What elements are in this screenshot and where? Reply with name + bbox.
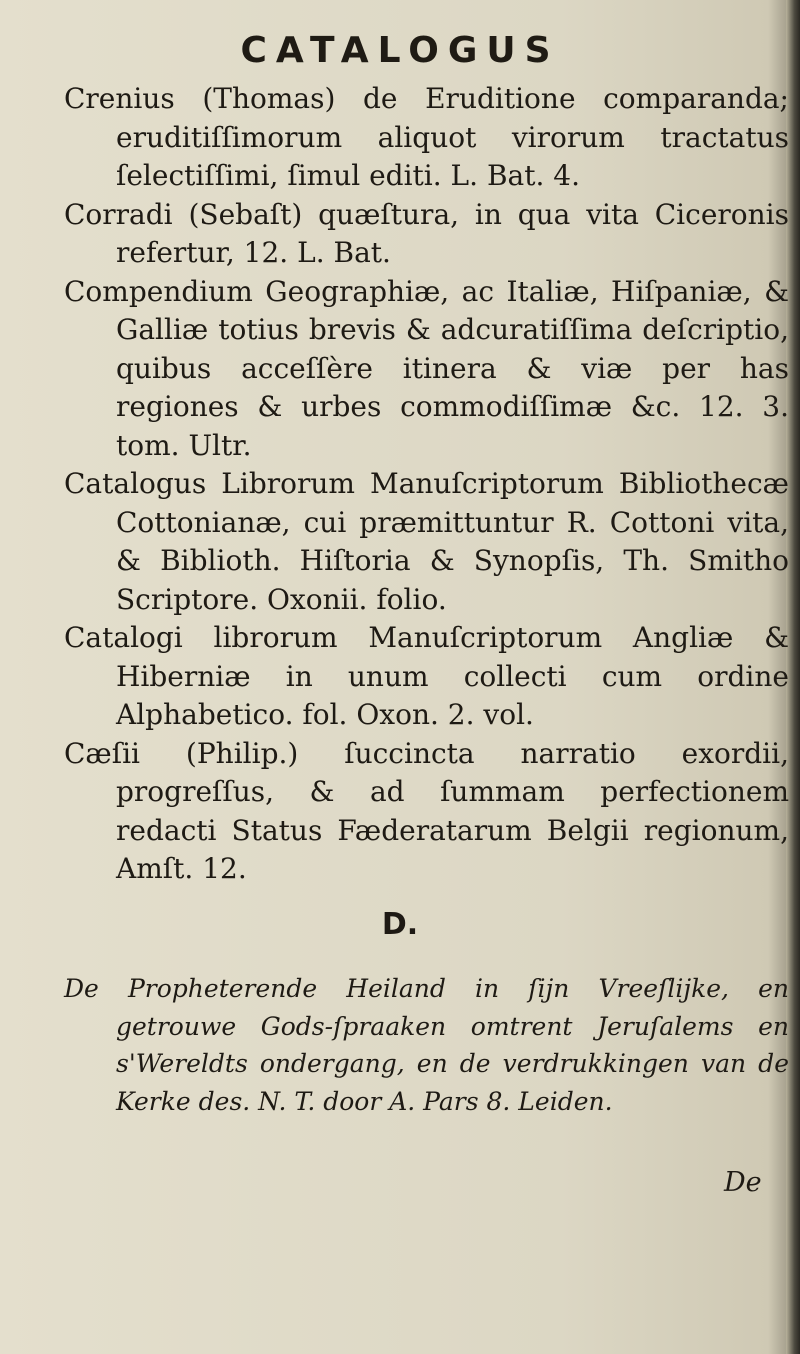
catalogue-entry: Compendium Geographiæ, ac Italiæ, Hiſpaniæ, & Galliæ totius brevis & adcuratiſſima deſcriptio, quibus acceſſère itinera & viæ per has regiones & urbes commodiſſimæ &c. 12. 3. tom. Ultr. xyxy=(64,274,789,462)
catalogue-entry: Cæſii (Philip.) ſuccincta narratio exordii, progreſſus, & ad ſummam perfectionem redacti Status Fæderatarum Belgii regionum, Amſt. 12. xyxy=(64,736,789,885)
d-entry-list xyxy=(64,970,789,1120)
catalogue-entry: De Propheterende Heiland in ſijn Vreeſlijke, en getrouwe Gods-ſpraaken omtrent Jeruſalems en s'Wereldts ondergang, en de verdrukkingen van de Kerke des. N. T. door A. Pars 8. Leiden. xyxy=(64,974,789,1116)
catalogue-entry: Crenius (Thomas) de Eruditione comparanda; eruditiſſimorum aliquot virorum tractatus ſelectiſſimi, ſimul editi. L. Bat. 4. xyxy=(64,82,789,192)
catalogue-entry: Catalogus Librorum Manuſcriptorum Bibliothecæ Cottonianæ, cui præmittuntur R. Cottoni vita, & Biblioth. Hiſtoria & Synopſis, Th. Smitho Scriptore. Oxonii. folio. xyxy=(64,467,789,616)
entry-list xyxy=(64,80,789,889)
page-header: CATALOGUS xyxy=(240,30,560,71)
catalogue-entry: Catalogi librorum Manuſcriptorum Angliæ & Hiberniæ in unum collecti cum ordine Alphabetico. fol. Oxon. 2. vol. xyxy=(64,621,789,731)
catchword: De xyxy=(724,1167,762,1198)
catalogue-entry: Corradi (Sebaſt) quæſtura, in qua vita Ciceronis refertur, 12. L. Bat. xyxy=(64,197,789,269)
section-letter: D. xyxy=(381,907,419,942)
